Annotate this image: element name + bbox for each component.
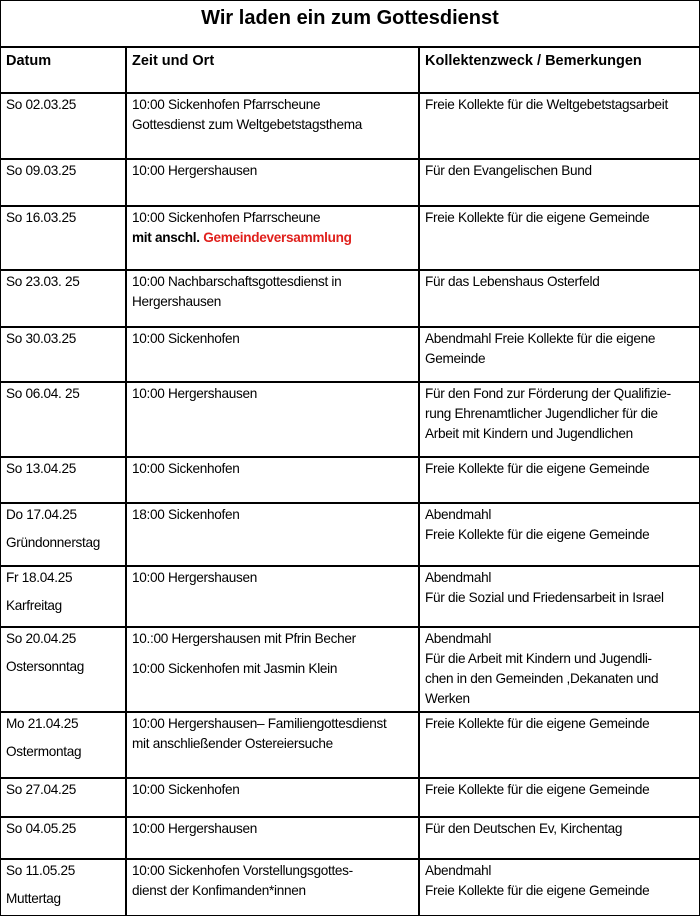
collection-cell (419, 859, 699, 916)
holiday-label: Ostersonntag (6, 659, 85, 674)
note-line: Abendmahl (425, 507, 492, 522)
time-line: 10.:00 Hergershausen mit Pfrin Becher (132, 631, 356, 646)
date-cell (1, 159, 126, 206)
note-line: Für die Sozial und Friedensarbeit in Israel (425, 590, 664, 605)
date-text: So 09.03.25 (6, 163, 77, 178)
date-cell (1, 93, 126, 159)
date-cell (1, 457, 126, 503)
time-line: 10:00 Hergershausen (132, 570, 258, 585)
date-cell (1, 566, 126, 627)
collection-cell (419, 327, 699, 382)
header-datum: Datum (1, 48, 126, 93)
time-place-cell (126, 859, 419, 916)
table-row (1, 382, 699, 457)
time-line: 10:00 Sickenhofen (132, 331, 240, 346)
assembly-highlight: Gemeindeversammlung (203, 230, 352, 245)
collection-cell (419, 503, 699, 566)
time-line: 10:00 Sickenhofen Pfarrscheune (132, 210, 321, 225)
date-text: So 27.04.25 (6, 782, 77, 797)
date-cell (1, 382, 126, 457)
time-place-cell (126, 503, 419, 566)
time-place-cell (126, 457, 419, 503)
date-text: So 11.05.25 (6, 863, 76, 878)
date-text: So 20.04.25 (6, 631, 77, 646)
header-zeit-ort: Zeit und Ort (126, 48, 419, 93)
table-row (1, 206, 699, 270)
date-text: Do 17.04.25 (6, 507, 77, 522)
holiday-label: Karfreitag (6, 598, 62, 613)
date-text: So 23.03. 25 (6, 274, 80, 289)
time-line: Gottesdienst zum Weltgebetstagsthema (132, 117, 362, 132)
date-text: So 02.03.25 (6, 97, 77, 112)
time-line: 10:00 Sickenhofen (132, 461, 240, 476)
collection-cell (419, 159, 699, 206)
collection-cell (419, 566, 699, 627)
note-line: Gemeinde (425, 351, 486, 366)
note-line: Für die Arbeit mit Kindern und Jugendli- (425, 651, 652, 666)
table-row (1, 270, 699, 327)
table-row (1, 457, 699, 503)
date-cell (1, 327, 126, 382)
time-line: 18:00 Sickenhofen (132, 507, 240, 522)
time-bold-text: mit anschl. (132, 230, 200, 245)
time-line: 10:00 Sickenhofen (132, 782, 240, 797)
collection-cell (419, 93, 699, 159)
table-row (1, 712, 699, 778)
collection-cell (419, 817, 699, 859)
time-line: Hergershausen (132, 294, 222, 309)
note-line: Für den Evangelischen Bund (425, 163, 592, 178)
time-line: mit anschließender Ostereiersuche (132, 736, 333, 751)
date-text: So 30.03.25 (6, 331, 77, 346)
note-line: Für das Lebenshaus Osterfeld (425, 274, 600, 289)
note-line: Freie Kollekte für die eigene Gemeinde (425, 883, 650, 898)
time-place-cell (126, 382, 419, 457)
date-text: So 16.03.25 (6, 210, 77, 225)
date-cell (1, 712, 126, 778)
collection-cell (419, 206, 699, 270)
note-line: Freie Kollekte für die eigene Gemeinde (425, 461, 650, 476)
time-line: 10:00 Nachbarschaftsgottesdienst in (132, 274, 342, 289)
date-cell (1, 270, 126, 327)
date-cell (1, 206, 126, 270)
collection-cell (419, 778, 699, 817)
date-text: So 13.04.25 (6, 461, 77, 476)
time-place-cell (126, 712, 419, 778)
time-line: 10:00 Hergershausen (132, 821, 258, 836)
time-line: 10:00 Hergershausen (132, 163, 258, 178)
note-line: chen in den Gemeinden ,Dekanaten und (425, 671, 659, 686)
time-line: 10:00 Sickenhofen Vorstellungsgottes- (132, 863, 353, 878)
time-line: 10:00 Hergershausen– Familiengottesdienst (132, 716, 387, 731)
time-place-cell (126, 206, 419, 270)
time-line (132, 228, 414, 248)
note-line: Freie Kollekte für die eigene Gemeinde (425, 782, 650, 797)
table-row (1, 778, 699, 817)
header-row (1, 48, 699, 93)
note-line: Freie Kollekte für die Weltgebetstagsarbeit (425, 97, 668, 112)
collection-cell (419, 627, 699, 712)
collection-cell (419, 457, 699, 503)
table-row (1, 327, 699, 382)
date-text: So 06.04. 25 (6, 386, 80, 401)
table-row (1, 566, 699, 627)
note-line: Abendmahl (425, 570, 492, 585)
date-cell (1, 817, 126, 859)
table-row (1, 817, 699, 859)
note-line: rung Ehrenamtlicher Jugendlicher für die (425, 406, 658, 421)
time-place-cell (126, 778, 419, 817)
time-place-cell (126, 93, 419, 159)
note-line: Abendmahl (425, 631, 492, 646)
table-row (1, 859, 699, 916)
date-cell (1, 859, 126, 916)
time-place-cell (126, 270, 419, 327)
time-line: 10:00 Hergershausen (132, 386, 258, 401)
collection-cell (419, 712, 699, 778)
date-text: So 04.05.25 (6, 821, 77, 836)
time-line: 10:00 Sickenhofen Pfarrscheune (132, 97, 321, 112)
table-row (1, 93, 699, 159)
time-place-cell (126, 817, 419, 859)
date-cell (1, 503, 126, 566)
holiday-label: Gründonnerstag (6, 535, 101, 550)
table-row (1, 159, 699, 206)
header-kollekte: Kollektenzweck / Bemerkungen (419, 48, 699, 93)
time-line: 10:00 Sickenhofen mit Jasmin Klein (132, 661, 338, 676)
note-line: Abendmahl (425, 863, 492, 878)
date-text: Fr 18.04.25 (6, 570, 73, 585)
note-line: Freie Kollekte für die eigene Gemeinde (425, 210, 650, 225)
holiday-label: Muttertag (6, 891, 61, 906)
schedule-table (1, 48, 699, 916)
note-line: Freie Kollekte für die eigene Gemeinde (425, 527, 650, 542)
collection-cell (419, 382, 699, 457)
time-place-cell (126, 327, 419, 382)
note-line: Abendmahl Freie Kollekte für die eigene (425, 331, 656, 346)
time-line: dienst der Konfimanden*innen (132, 883, 306, 898)
time-place-cell (126, 627, 419, 712)
date-cell (1, 627, 126, 712)
note-line: Werken (425, 691, 470, 706)
time-place-cell (126, 159, 419, 206)
date-text: Mo 21.04.25 (6, 716, 79, 731)
date-cell (1, 778, 126, 817)
table-row (1, 627, 699, 712)
time-place-cell (126, 566, 419, 627)
note-line: Arbeit mit Kindern und Jugendlichen (425, 426, 633, 441)
table-row (1, 503, 699, 566)
note-line: Für den Fond zur Förderung der Qualifizie- (425, 386, 671, 401)
note-line: Für den Deutschen Ev, Kirchentag (425, 821, 623, 836)
collection-cell (419, 270, 699, 327)
page-title: Wir laden ein zum Gottesdienst (1, 1, 699, 48)
holiday-label: Ostermontag (6, 744, 82, 759)
note-line: Freie Kollekte für die eigene Gemeinde (425, 716, 650, 731)
